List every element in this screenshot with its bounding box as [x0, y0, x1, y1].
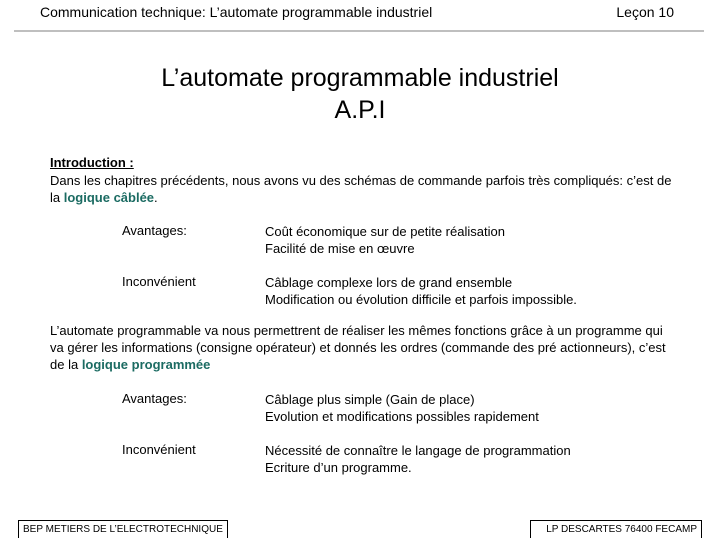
header-divider	[14, 30, 704, 32]
intro-highlight: logique câblée	[63, 190, 155, 205]
intro-heading: Introduction :	[50, 155, 134, 170]
programmed-drawback-item: Nécessité de connaître le langage de programmation	[265, 443, 571, 458]
cabled-drawback-label: Inconvénient	[122, 274, 196, 289]
cabled-advantage-item: Facilité de mise en œuvre	[265, 241, 415, 256]
programmed-highlight: logique programmée	[81, 357, 211, 372]
programmed-advantage-item: Evolution et modifications possibles rapidement	[265, 409, 539, 424]
cabled-drawbacks	[265, 274, 685, 308]
programmed-drawback-label: Inconvénient	[122, 442, 196, 457]
intro-paragraph	[50, 172, 680, 206]
header-lesson-number: Leçon 10	[616, 4, 674, 20]
programmed-drawbacks	[265, 442, 685, 476]
intro-end: .	[154, 190, 158, 205]
footer-school-name: LP DESCARTES 76400 FECAMP	[530, 520, 702, 538]
cabled-drawback-item: Modification ou évolution difficile et parfois impossible.	[265, 292, 577, 307]
cabled-advantages	[265, 223, 685, 257]
programmed-text: L’automate programmable va nous permettrent de réaliser les mêmes fonctions grâce à un programme qui va gérer les informations (consigne opérateur) et donnés les ordres (commande des pré actionneurs), c’est de la	[50, 323, 666, 372]
programmed-paragraph	[50, 322, 680, 373]
programmed-advantage-item: Câblage plus simple (Gain de place)	[265, 392, 475, 407]
footer-school-program: BEP METIERS DE L’ELECTROTECHNIQUE	[18, 520, 228, 538]
title-line-1: L’automate programmable industriel	[161, 64, 559, 92]
programmed-advantages-label: Avantages:	[122, 391, 187, 406]
cabled-advantages-label: Avantages:	[122, 223, 187, 238]
header-course-title: Communication technique: L’automate programmable industriel	[40, 4, 433, 20]
intro-text: Dans les chapitres précédents, nous avons vu des schémas de commande parfois très compliqués: c’est de la	[50, 173, 672, 205]
page-title	[0, 62, 720, 126]
cabled-advantage-item: Coût économique sur de petite réalisation	[265, 224, 505, 239]
cabled-drawback-item: Câblage complexe lors de grand ensemble	[265, 275, 513, 290]
programmed-advantages	[265, 391, 685, 425]
title-line-2: A.P.I	[334, 96, 386, 124]
programmed-drawback-item: Ecriture d’un programme.	[265, 460, 412, 475]
